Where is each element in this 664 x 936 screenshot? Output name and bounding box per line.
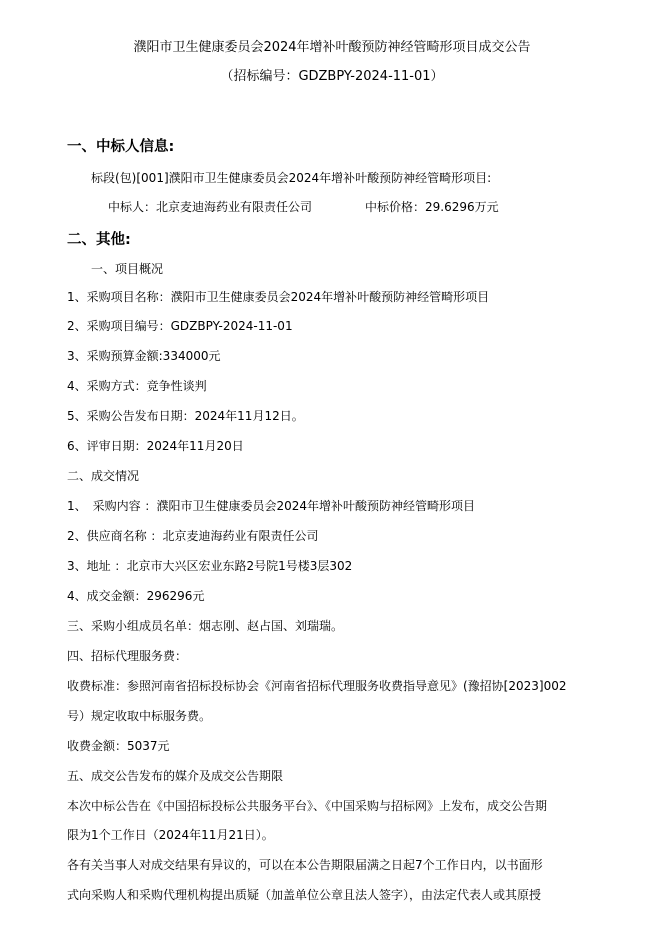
subsection-agency-fee: 四、招标代理服务费： bbox=[67, 649, 188, 663]
winner-price: 中标价格：29.6296万元 bbox=[365, 200, 499, 214]
overview-item: 3、采购预算金额:334000元 bbox=[67, 349, 221, 363]
overview-item: 2、采购项目编号：GDZBPY-2024-11-01 bbox=[67, 319, 293, 333]
overview-item: 4、采购方式：竞争性谈判 bbox=[67, 379, 207, 393]
subsection-committee: 三、采购小组成员名单：烟志刚、赵占国、刘瑞瑞。 bbox=[67, 619, 344, 633]
section-heading-winner-info: 一、中标人信息: bbox=[67, 139, 175, 155]
subsection-deal-info: 二、成交情况 bbox=[67, 469, 140, 483]
overview-item: 6、评审日期：2024年11月20日 bbox=[67, 439, 244, 453]
objection-line: 式向采购人和采购代理机构提出质疑（加盖单位公章且法人签字），由法定代表人或其原授 bbox=[67, 888, 542, 902]
subsection-publication: 五、成交公告发布的媒介及成交公告期限 bbox=[67, 769, 284, 783]
deal-item: 1、 采购内容 ：濮阳市卫生健康委员会2024年增补叶酸预防神经管畸形项目 bbox=[67, 499, 475, 513]
publication-line: 本次中标公告在《中国招标投标公共服务平台》、《中国采购与招标网》上发布，成交公告期 bbox=[67, 799, 548, 813]
subsection-project-overview: 一、项目概况 bbox=[91, 262, 164, 276]
overview-item: 1、采购项目名称：濮阳市卫生健康委员会2024年增补叶酸预防神经管畸形项目 bbox=[67, 290, 490, 304]
deal-item: 3、地址 ：北京市大兴区宏业东路2号院1号楼3层302 bbox=[67, 559, 353, 573]
publication-line: 限为1个工作日（2024年11月21日）。 bbox=[67, 828, 274, 842]
overview-item: 5、采购公告发布日期：2024年11月12日。 bbox=[67, 409, 304, 423]
section-heading-other: 二、其他: bbox=[67, 232, 131, 248]
document-title: 濮阳市卫生健康委员会2024年增补叶酸预防神经管畸形项目成交公告 bbox=[133, 40, 531, 55]
deal-item: 2、供应商名称 ：北京麦迪海药业有限责任公司 bbox=[67, 529, 319, 543]
fee-standard-line: 号）规定收取中标服务费。 bbox=[67, 709, 212, 723]
fee-amount: 收费金额：5037元 bbox=[67, 739, 170, 753]
winner-name: 中标人：北京麦迪海药业有限责任公司 bbox=[108, 200, 313, 214]
deal-item: 4、成交金额：296296元 bbox=[67, 589, 205, 603]
objection-line: 各有关当事人对成交结果有异议的，可以在本公告期限届满之日起7个工作日内，以书面形 bbox=[67, 858, 543, 872]
lot-line: 标段(包)[001]濮阳市卫生健康委员会2024年增补叶酸预防神经管畸形项目: bbox=[91, 171, 492, 185]
fee-standard-line: 收费标准：参照河南省招标投标协会《河南省招标代理服务收费指导意见》(豫招协[2023]002 bbox=[67, 679, 567, 693]
tender-number: （招标编号：GDZBPY-2024-11-01） bbox=[220, 69, 444, 84]
